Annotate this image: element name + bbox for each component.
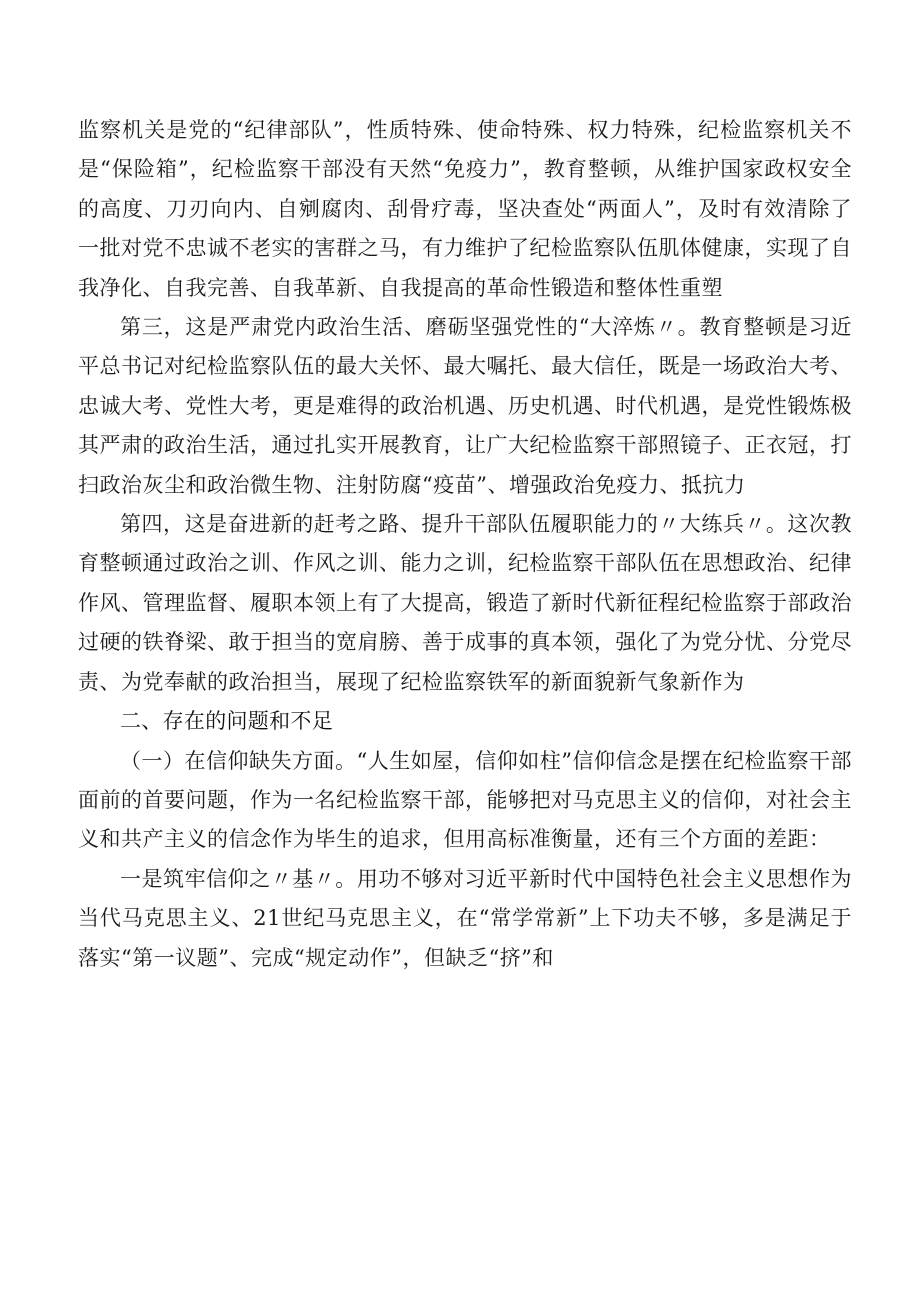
paragraph-third-point: 第三，这是严肃党内政治生活、磨砺坚强党性的“大淬炼〃。教育整顿是习近平总书记对纪检监察队伍的最大关怀、最大嘱托、最大信任，既是一场政治大考、忠诚大考、党性大考，更是难得的政治机遇、历史机遇、时代机遇，是党性锻炼极其严肃的政治生活，通过扎实开展教育，让广大纪检监察干部照镜子、正衣冠，打扫政治灰尘和政治微生物、注射防腐“疫苗”、增强政治免疫力、抵抗力 [78, 315, 852, 497]
paragraph-first-gap: 一是筑牢信仰之〃基〃。用功不够对习近平新时代中国特色社会主义思想作为当代马克思主义、21世纪马克思主义，在“常学常新”上下功夫不够，多是满足于落实“第一议题”、完成“规定动作”，但缺乏“挤”和 [78, 866, 852, 970]
paragraph-discipline-force: 监察机关是党的“纪律部队”，性质特殊、使命特殊、权力特殊，纪检监察机关不是“保险箱”，纪检监察干部没有天然“免疫力”，教育整顿，从维护国家政权安全的高度、刀刃向内、自剜腐肉、刮骨疗毒，坚决查处“两面人”，及时有效清除了一批对党不忠诚不老实的害群之马，有力维护了纪检监察队伍肌体健康，实现了自我净化、自我完善、自我革新、自我提高的革命性锻造和整体性重塑 [78, 118, 852, 300]
section-heading-problems: 二、存在的问题和不足 [120, 709, 333, 734]
paragraph-fourth-point: 第四，这是奋进新的赶考之路、提升干部队伍履职能力的〃大练兵〃。这次教育整顿通过政治之训、作风之训、能力之训，纪检监察干部队伍在思想政治、纪律作风、管理监督、履职本领上有了大提高，锻造了新时代新征程纪检监察于部政治过硬的铁脊梁、敢于担当的宽肩膀、善于成事的真本领，强化了为党分忧、分党尽责、为党奉献的政治担当，展现了纪检监察铁军的新面貌新气象新作为 [78, 512, 852, 694]
paragraph-faith-deficiency: （一）在信仰缺失方面。“人生如屋，信仰如柱”信仰信念是摆在纪检监察干部面前的首要问题，作为一名纪检监察干部，能够把对马克思主义的信仰，对社会主义和共产主义的信念作为毕生的追求，但用高标准衡量，还有三个方面的差距： [78, 748, 852, 852]
document-body [78, 111, 852, 978]
